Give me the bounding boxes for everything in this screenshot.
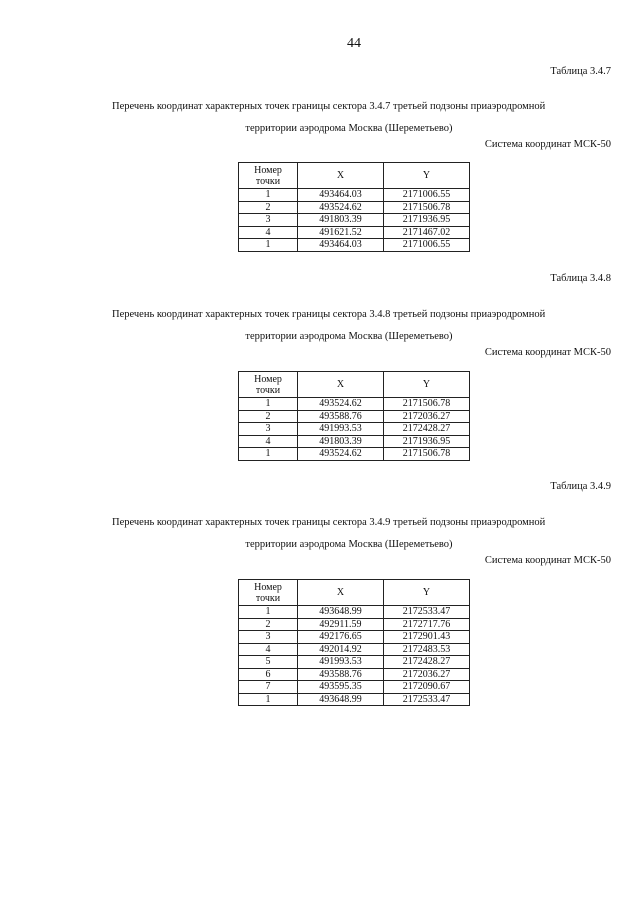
y-value: 2172036.27 — [384, 668, 470, 681]
x-value: 493648.99 — [298, 606, 384, 619]
table-row — [239, 398, 470, 411]
point-number: 4 — [239, 226, 298, 239]
y-value: 2172090.67 — [384, 681, 470, 694]
y-value: 2172036.27 — [384, 410, 470, 423]
table-row — [239, 448, 470, 461]
table-row — [239, 214, 470, 227]
x-value: 492176.65 — [298, 631, 384, 644]
x-value: 493588.76 — [298, 668, 384, 681]
point-number: 3 — [239, 423, 298, 436]
x-value: 493524.62 — [298, 398, 384, 411]
point-number: 1 — [239, 398, 298, 411]
x-value: 491993.53 — [298, 423, 384, 436]
table-row — [239, 618, 470, 631]
table-row — [239, 226, 470, 239]
coord-table-3-4-9 — [238, 579, 470, 706]
point-number: 5 — [239, 656, 298, 669]
column-header-y: Y — [384, 580, 470, 606]
x-value: 491803.39 — [298, 214, 384, 227]
point-number: 3 — [239, 631, 298, 644]
x-value: 493464.03 — [298, 239, 384, 252]
point-number: 1 — [239, 189, 298, 202]
x-value: 493524.62 — [298, 201, 384, 214]
x-value: 493648.99 — [298, 693, 384, 706]
heading-3-4-9 — [0, 512, 640, 556]
table-row — [239, 423, 470, 436]
x-value: 493588.76 — [298, 410, 384, 423]
point-number: 4 — [239, 435, 298, 448]
x-value: 491993.53 — [298, 656, 384, 669]
column-header-number: Номер точки — [239, 580, 298, 606]
point-number: 1 — [239, 239, 298, 252]
table-row — [239, 201, 470, 214]
table-row — [239, 410, 470, 423]
heading-3-4-7 — [0, 96, 640, 140]
x-value: 493595.35 — [298, 681, 384, 694]
table-row — [239, 189, 470, 202]
y-value: 2171506.78 — [384, 201, 470, 214]
y-value: 2171506.78 — [384, 398, 470, 411]
heading-line-2: территории аэродрома Москва (Шереметьево) — [245, 539, 453, 550]
coord-system-label: Система координат МСК-50 — [484, 555, 611, 566]
x-value: 493464.03 — [298, 189, 384, 202]
x-value: 491803.39 — [298, 435, 384, 448]
point-number: 2 — [239, 201, 298, 214]
table-row — [239, 668, 470, 681]
point-number: 3 — [239, 214, 298, 227]
table-row — [239, 435, 470, 448]
point-number: 7 — [239, 681, 298, 694]
y-value: 2171506.78 — [384, 448, 470, 461]
x-value: 492911.59 — [298, 618, 384, 631]
table-label-3-4-9: Таблица 3.4.9 — [550, 481, 611, 492]
table-row — [239, 643, 470, 656]
heading-line-1: Перечень координат характерных точек границы сектора 3.4.8 третьей подзоны приаэродромной — [112, 309, 546, 320]
point-number: 2 — [239, 618, 298, 631]
y-value: 2172483.53 — [384, 643, 470, 656]
point-number: 1 — [239, 448, 298, 461]
x-value: 493524.62 — [298, 448, 384, 461]
table-row — [239, 606, 470, 619]
column-header-number: Номер точки — [239, 372, 298, 398]
coord-system-label: Система координат МСК-50 — [484, 347, 611, 358]
y-value: 2171006.55 — [384, 239, 470, 252]
page-number: 44 — [347, 36, 361, 51]
heading-line-1: Перечень координат характерных точек границы сектора 3.4.9 третьей подзоны приаэродромной — [112, 517, 546, 528]
table-row — [239, 681, 470, 694]
y-value: 2171936.95 — [384, 435, 470, 448]
coord-system-label: Система координат МСК-50 — [484, 139, 611, 150]
table-row — [239, 239, 470, 252]
heading-line-2: территории аэродрома Москва (Шереметьево) — [245, 123, 453, 134]
column-header-y: Y — [384, 163, 470, 189]
y-value: 2171936.95 — [384, 214, 470, 227]
heading-3-4-8 — [0, 304, 640, 348]
y-value: 2171006.55 — [384, 189, 470, 202]
y-value: 2171467.02 — [384, 226, 470, 239]
column-header-x: X — [298, 372, 384, 398]
column-header-y: Y — [384, 372, 470, 398]
table-row — [239, 631, 470, 644]
column-header-number: Номер точки — [239, 163, 298, 189]
heading-line-1: Перечень координат характерных точек границы сектора 3.4.7 третьей подзоны приаэродромной — [112, 101, 546, 112]
table-row — [239, 693, 470, 706]
coord-table-3-4-7 — [238, 162, 470, 252]
y-value: 2172533.47 — [384, 606, 470, 619]
table-header-row — [239, 372, 470, 398]
point-number: 1 — [239, 606, 298, 619]
table-label-3-4-7: Таблица 3.4.7 — [550, 66, 611, 77]
x-value: 492014.92 — [298, 643, 384, 656]
y-value: 2172533.47 — [384, 693, 470, 706]
y-value: 2172901.43 — [384, 631, 470, 644]
point-number: 4 — [239, 643, 298, 656]
table-row — [239, 656, 470, 669]
heading-line-2: территории аэродрома Москва (Шереметьево) — [245, 331, 453, 342]
column-header-x: X — [298, 580, 384, 606]
table-label-3-4-8: Таблица 3.4.8 — [550, 273, 611, 284]
column-header-x: X — [298, 163, 384, 189]
x-value: 491621.52 — [298, 226, 384, 239]
point-number: 1 — [239, 693, 298, 706]
table-header-row — [239, 580, 470, 606]
table-header-row — [239, 163, 470, 189]
coord-table-3-4-8 — [238, 371, 470, 461]
point-number: 6 — [239, 668, 298, 681]
y-value: 2172428.27 — [384, 423, 470, 436]
y-value: 2172428.27 — [384, 656, 470, 669]
point-number: 2 — [239, 410, 298, 423]
y-value: 2172717.76 — [384, 618, 470, 631]
